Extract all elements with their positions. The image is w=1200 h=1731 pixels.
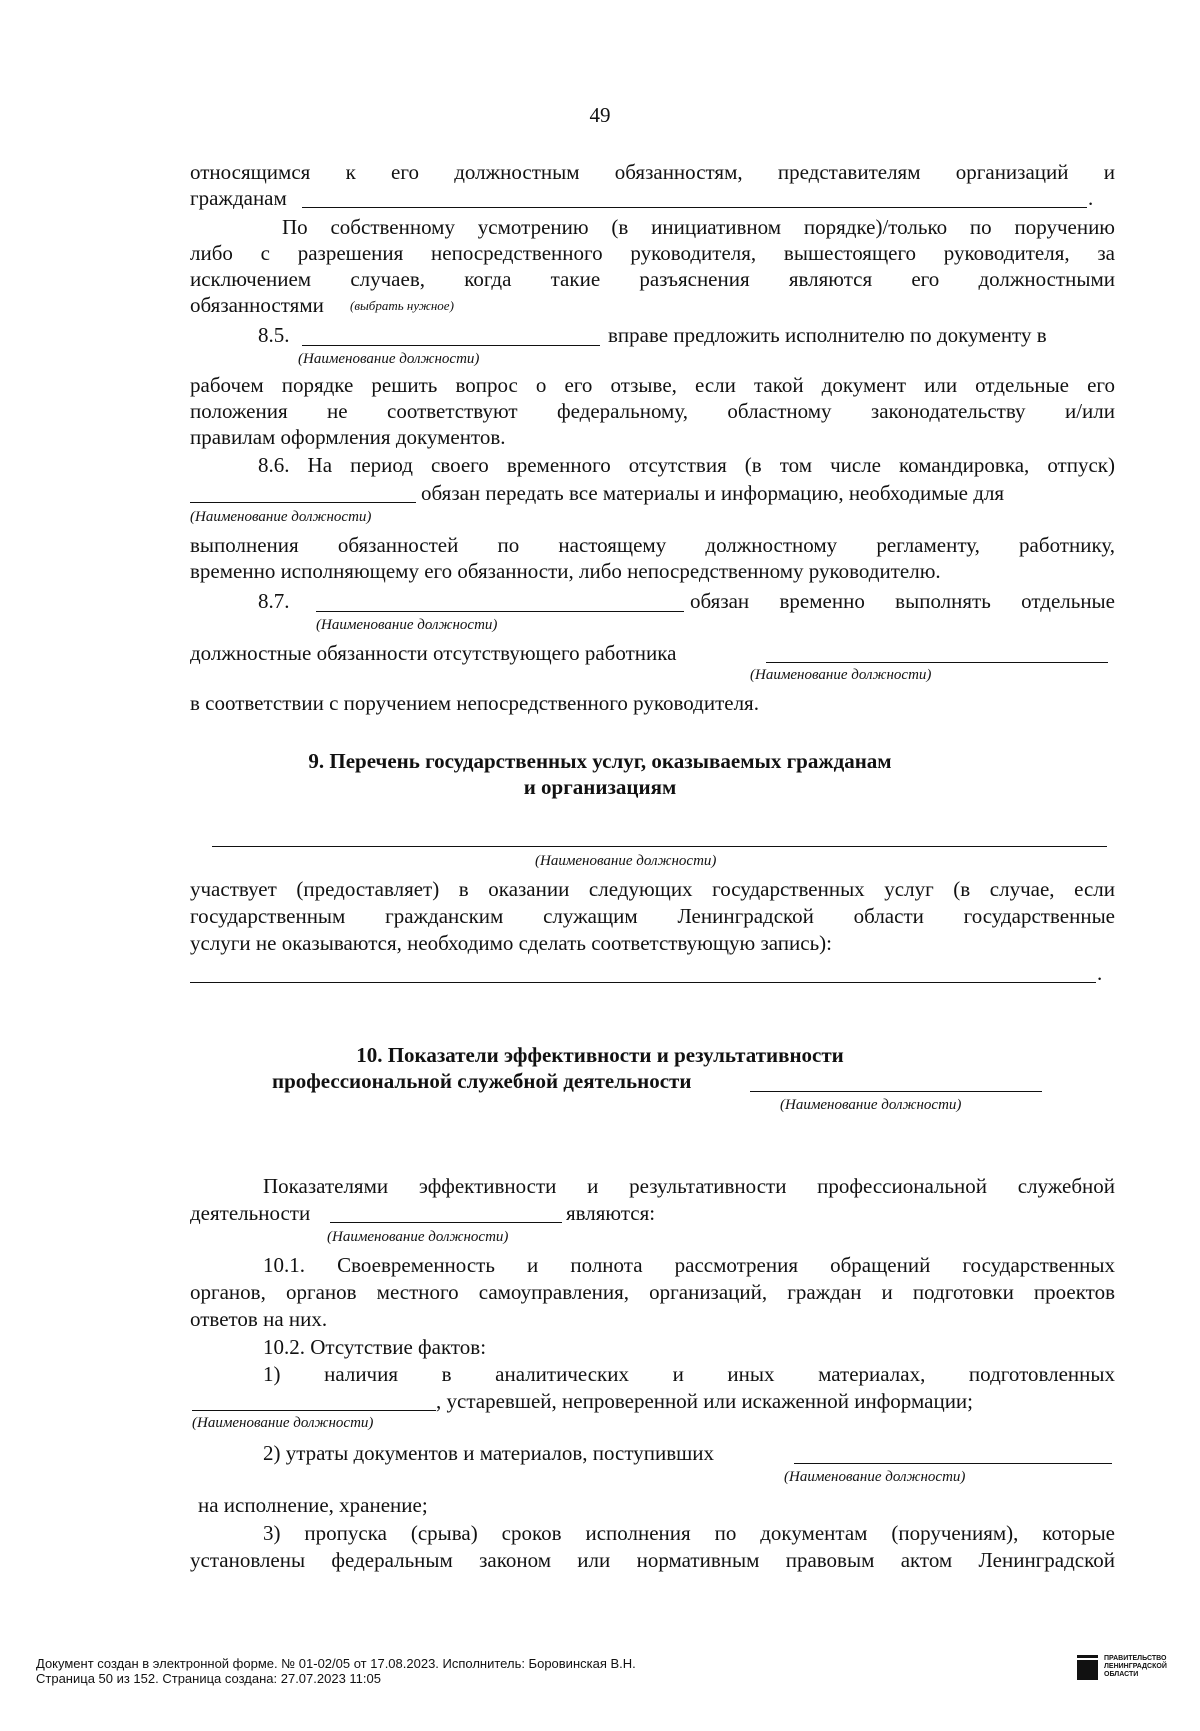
paragraph-line: 10.1. Своевременность и полнота рассмотрения обращений государственных: [263, 1253, 1115, 1277]
paragraph-line: деятельности: [190, 1201, 311, 1225]
caption: (Наименование должности): [298, 351, 480, 367]
coat-of-arms-icon: [1077, 1660, 1098, 1680]
blank-fill-line: [302, 345, 600, 346]
paragraph-end: .: [1097, 961, 1103, 985]
paragraph-line: 8.6. На период своего временного отсутствия (в том числе командировка, отпуск): [258, 453, 1115, 477]
paragraph-line: Показателями эффективности и результативности профессиональной служебной: [263, 1174, 1115, 1198]
paragraph-line: органов, органов местного самоуправления, организаций, граждан и подготовки проектов: [190, 1280, 1115, 1304]
blank-fill-line: [190, 502, 416, 503]
paragraph-line: правилам оформления документов.: [190, 425, 506, 449]
blank-fill-line: [330, 1222, 562, 1223]
coat-of-arms-logo: [1077, 1655, 1098, 1658]
caption: (Наименование должности): [535, 853, 717, 869]
paragraph-line: 10.2. Отсутствие фактов:: [263, 1335, 487, 1359]
paragraph-line: временно исполняющему его обязанности, либо непосредственному руководителю.: [190, 559, 941, 583]
blank-fill-line: [766, 662, 1108, 663]
paragraph-line: гражданам: [190, 186, 287, 210]
paragraph-line: выполнения обязанностей по настоящему должностному регламенту, работнику,: [190, 533, 1115, 557]
paragraph-line: в соответствии с поручением непосредственного руководителя.: [190, 691, 759, 715]
paragraph-end: .: [1088, 186, 1094, 210]
paragraph-line: относящимся к его должностным обязанностям, представителям организаций и: [190, 160, 1115, 184]
paragraph-line: ответов на них.: [190, 1307, 328, 1331]
caption: (Наименование должности): [316, 617, 498, 633]
caption: (Наименование должности): [327, 1229, 509, 1245]
caption: (Наименование должности): [784, 1469, 966, 1485]
logo-text: ЛЕНИНГРАДСКОЙ: [1104, 1663, 1167, 1670]
footer-page-info: Страница 50 из 152. Страница создана: 27.07.2023 11:05: [36, 1671, 381, 1686]
logo-text: ПРАВИТЕЛЬСТВО: [1104, 1655, 1167, 1662]
logo-text: ОБЛАСТИ: [1104, 1671, 1139, 1678]
list-item: 3) пропуска (срыва) сроков исполнения по документам (поручениям), которые: [263, 1521, 1115, 1545]
blank-fill-line: [302, 207, 1087, 208]
paragraph-line: государственным гражданским служащим Ленинградской области государственные: [190, 904, 1115, 928]
clause-number: 8.7.: [258, 589, 290, 613]
blank-fill-line: [794, 1463, 1112, 1464]
page-number: 49: [589, 103, 611, 127]
paragraph-line: установлены федеральным законом или нормативным правовым актом Ленинградской: [190, 1548, 1115, 1572]
paragraph-line: вправе предложить исполнителю по документу в: [608, 323, 1047, 347]
blank-fill-line: [316, 611, 684, 612]
caption: (Наименование должности): [192, 1415, 374, 1431]
footer-document-info: Документ создан в электронной форме. № 01-02/05 от 17.08.2023. Исполнитель: Боровинская В.Н.: [36, 1656, 636, 1671]
caption: (Наименование должности): [750, 667, 932, 683]
paragraph-line: обязанностями: [190, 293, 324, 317]
caption: (Наименование должности): [190, 509, 372, 525]
section-heading: 10. Показатели эффективности и результативности: [356, 1043, 844, 1067]
section-heading: и организациям: [523, 775, 677, 799]
paragraph-line: либо с разрешения непосредственного руководителя, вышестоящего руководителя, за: [190, 241, 1115, 265]
note: (выбрать нужное): [350, 298, 454, 313]
paragraph-line: исключением случаев, когда такие разъяснения являются его должностными: [190, 267, 1115, 291]
paragraph-line: должностные обязанности отсутствующего работника: [190, 641, 677, 665]
blank-fill-line: [212, 846, 1107, 847]
list-item: 1) наличия в аналитических и иных материалах, подготовленных: [263, 1362, 1115, 1386]
blank-fill-line: [192, 1410, 436, 1411]
list-item: , устаревшей, непроверенной или искаженной информации;: [436, 1389, 974, 1413]
section-heading: 9. Перечень государственных услуг, оказываемых гражданам: [308, 749, 892, 773]
section-heading: профессиональной служебной деятельности: [272, 1069, 692, 1093]
clause-number: 8.5.: [258, 323, 290, 347]
paragraph-line: обязан временно выполнять отдельные: [690, 589, 1115, 613]
paragraph-line: участвует (предоставляет) в оказании следующих государственных услуг (в случае, если: [190, 877, 1115, 901]
paragraph-line: обязан передать все материалы и информацию, необходимые для: [421, 481, 1005, 505]
paragraph-line: являются:: [566, 1201, 656, 1225]
paragraph-line: услуги не оказываются, необходимо сделать соответствующую запись):: [190, 931, 832, 955]
paragraph-line: По собственному усмотрению (в инициативном порядке)/только по поручению: [282, 215, 1115, 239]
paragraph-line: рабочем порядке решить вопрос о его отзыве, если такой документ или отдельные его: [190, 373, 1115, 397]
blank-fill-line: [750, 1091, 1042, 1092]
blank-fill-line: [190, 982, 1096, 983]
list-item: на исполнение, хранение;: [198, 1493, 428, 1517]
paragraph-line: положения не соответствуют федеральному, областному законодательству и/или: [190, 399, 1115, 423]
list-item: 2) утраты документов и материалов, поступивших: [263, 1441, 715, 1465]
caption: (Наименование должности): [780, 1097, 962, 1113]
